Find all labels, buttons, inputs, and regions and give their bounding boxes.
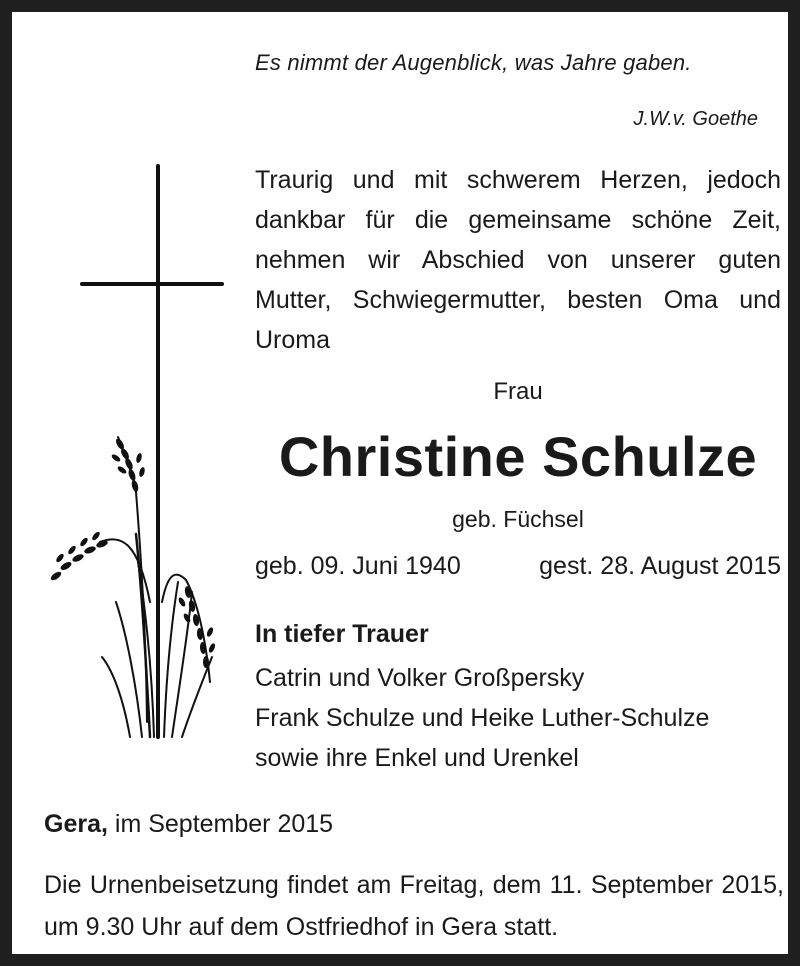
maiden-name: geb. Füchsel — [452, 506, 584, 532]
date: im September 2015 — [114, 810, 334, 838]
mourners-list — [255, 658, 709, 778]
salutation: Frau — [493, 378, 543, 405]
deceased-name: Christine Schulze — [278, 425, 758, 488]
place: Gera, — [44, 810, 108, 838]
intro-text: Traurig und mit schwerem Herzen, jedoch dankbar für die gemeinsame schöne Zeit, nehmen wir Abschied von unserer guten Mutter, Schwiegermutter, besten Oma und Uroma — [255, 166, 781, 354]
mourner-line: Catrin und Volker Großpersky — [255, 664, 585, 692]
goethe-quote: Es nimmt der Augenblick, was Jahre gaben. — [255, 50, 692, 75]
funeral-note: Die Urnenbeisetzung findet am Freitag, dem 11. September 2015, um 9.30 Uhr auf dem Ostfriedhof in Gera statt. — [44, 871, 784, 941]
death-date: gest. 28. August 2015 — [539, 552, 781, 580]
birth-date: geb. 09. Juni 1940 — [255, 552, 461, 580]
mourning-heading: In tiefer Trauer — [255, 620, 429, 648]
mourner-line: Frank Schulze und Heike Luther-Schulze — [255, 704, 710, 732]
mourner-line: sowie ihre Enkel und Urenkel — [255, 744, 579, 772]
cross-with-wheat-icon — [42, 162, 232, 742]
quote-author: J.W.v. Goethe — [633, 108, 758, 130]
life-dates — [255, 552, 781, 581]
place-and-date — [44, 810, 333, 839]
